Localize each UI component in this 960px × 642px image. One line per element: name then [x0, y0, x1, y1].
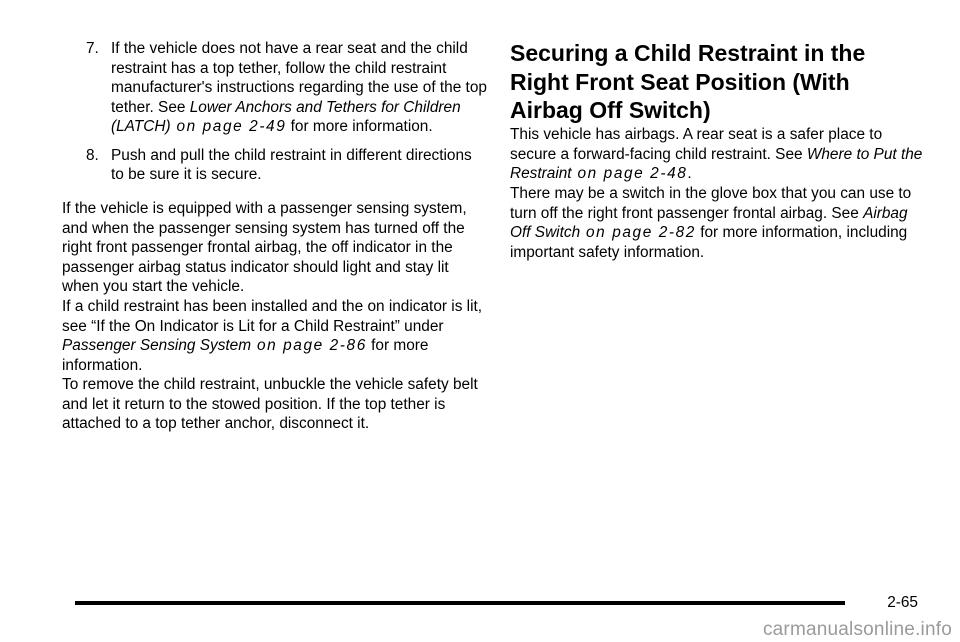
- step-number: 8.: [86, 146, 99, 164]
- step-text-end: for more information.: [286, 118, 433, 135]
- paragraph-text-end: for more information, including important safety information.: [510, 224, 908, 261]
- page-number: 2-65: [887, 594, 918, 611]
- paragraph-text: This vehicle has airbags. A rear seat is a safer place to secure a forward-facing child restraint. See: [510, 126, 883, 163]
- footer-rule: [75, 601, 845, 605]
- numbered-steps: [62, 39, 487, 185]
- watermark: carmanualsonline.info: [762, 619, 952, 640]
- step-number: 7.: [86, 40, 99, 57]
- paragraph-text-end: .: [687, 165, 692, 182]
- step-8: [62, 146, 487, 185]
- cross-reference-link[interactable]: Where to Put the Restraint: [510, 145, 923, 182]
- page-reference-link[interactable]: on page 2-82: [580, 224, 696, 241]
- cross-reference-link[interactable]: Passenger Sensing System: [62, 337, 252, 354]
- step-7: [62, 39, 487, 137]
- section-heading: Securing a Child Restraint in the Right Front Seat Position (With Airbag Off Switch): [510, 40, 866, 123]
- paragraph-airbags: [510, 125, 925, 184]
- paragraph-text-end: for more information.: [62, 337, 429, 374]
- paragraph-text: If a child restraint has been installed and the on indicator is lit, see “If the On Indicator is Lit for a Child Restraint” under: [62, 298, 483, 335]
- step-text: Push and pull the child restraint in different directions to be sure it is secure.: [111, 146, 472, 183]
- cross-reference-link[interactable]: Airbag Off Switch: [510, 204, 908, 241]
- page-reference-link[interactable]: on page 2-48: [571, 165, 688, 182]
- cross-reference-link[interactable]: Lower Anchors and Tethers for Children (LATCH): [111, 98, 461, 135]
- paragraph-remove-restraint: To remove the child restraint, unbuckle the vehicle safety belt and let it return to the stowed position. If the top tether is attached to a top tether anchor, disconnect it.: [62, 376, 478, 432]
- page-reference-link[interactable]: on page 2-49: [170, 118, 287, 135]
- paragraph-passenger-sensing: If the vehicle is equipped with a passenger sensing system, and when the passenger sensing system has turned off the right front passenger frontal airbag, the off indicator in the passenger airbag status indicator should light and stay lit when you start the vehicle.: [62, 200, 467, 295]
- page-reference-link[interactable]: on page 2-86: [251, 337, 367, 354]
- step-text: If the vehicle does not have a rear seat and the child restraint has a top tether, follow the child restraint manufacturer's instructions regarding the use of the top tether. See: [111, 40, 487, 116]
- paragraph-airbag-switch: [510, 184, 925, 262]
- paragraph-on-indicator: [62, 297, 487, 375]
- paragraph-text: There may be a switch in the glove box that you can use to turn off the right front passenger frontal airbag. See: [510, 185, 912, 222]
